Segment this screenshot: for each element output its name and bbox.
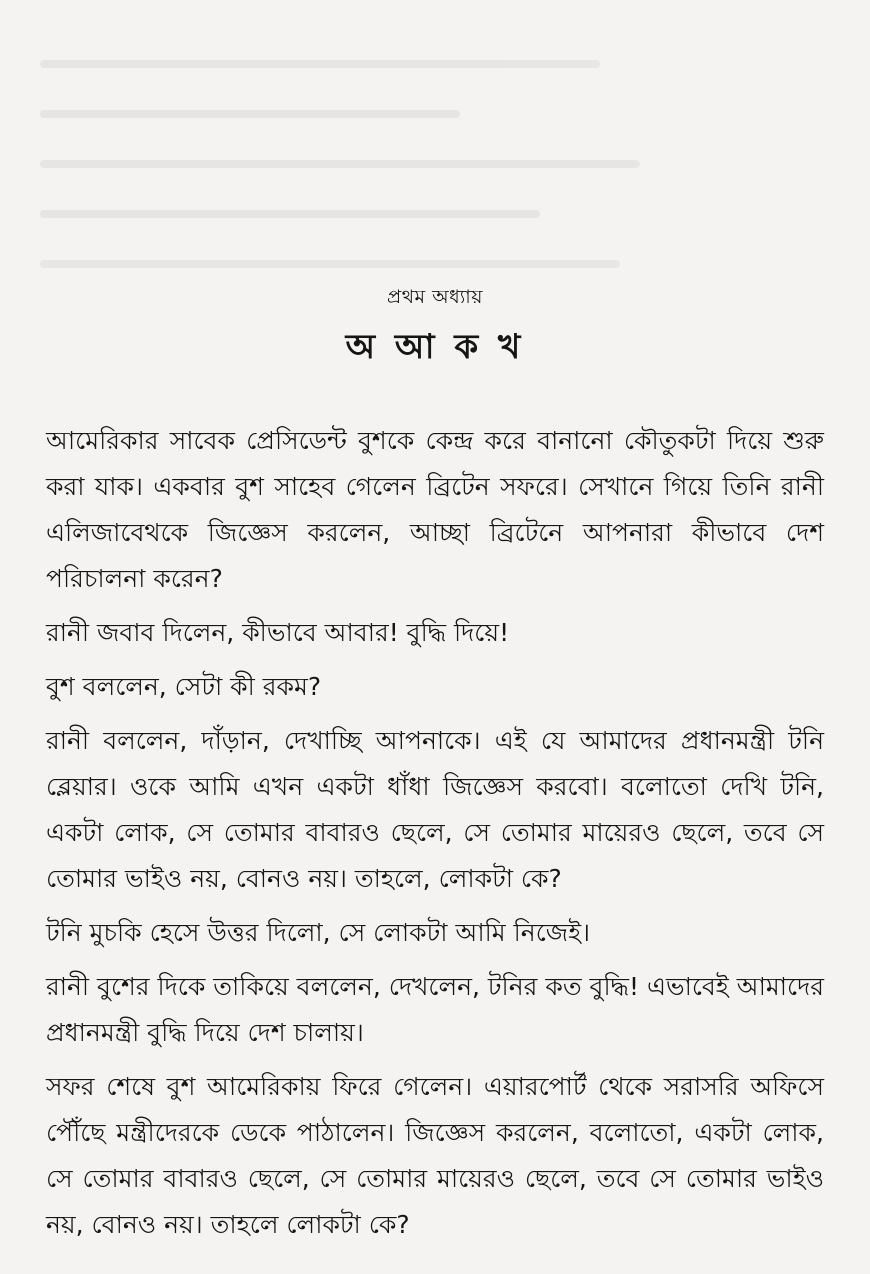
chapter-title: অ আ ক খ — [345, 327, 525, 367]
paragraph: রানী জবাব দিলেন, কীভাবে আবার! বুদ্ধি দিয়ে! — [46, 618, 510, 647]
paragraph: রানী বললেন, দাঁড়ান, দেখাচ্ছি আপনাকে। এই যে আমাদের প্রধানমন্ত্রী টনি ব্লেয়ার। ওকে আমি এখন একটা ধাঁধা জিজ্ঞেস করবো। বলোতো দেখি টনি, একটা লোক, সে তোমার বাবারও ছেলে, সে তোমার মায়েরও ছেলে, তবে সে তোমার ভাইও নয়, বোনও নয়। তাহলে, লোকটা কে? — [46, 726, 824, 893]
paragraph: রানী বুশের দিকে তাকিয়ে বললেন, দেখলেন, টনির কত বুদ্ধি! এভাবেই আমাদের প্রধানমন্ত্রী বুদ্ধি দিয়ে দেশ চালায়। — [46, 972, 824, 1047]
paragraph: সফর শেষে বুশ আমেরিকায় ফিরে গেলেন। এয়ারপোর্ট থেকে সরাসরি অফিসে পৌঁছে মন্ত্রীদেরকে ডেকে পাঠালেন। জিজ্ঞেস করলেন, বলোতো, একটা লোক, সে তোমার বাবারও ছেলে, সে তোমার মায়েরও ছেলে, তবে সে তোমার ভাইও নয়, বোনও নয়। তাহলে লোকটা কে? — [46, 1072, 824, 1239]
chapter-body — [46, 418, 824, 1256]
chapter-label: প্রথম অধ্যায় — [387, 286, 483, 308]
bleed-through-text — [40, 60, 680, 310]
paragraph: টনি মুচকি হেসে উত্তর দিলো, সে লোকটা আমি নিজেই। — [46, 918, 591, 947]
paragraph: বুশ বললেন, সেটা কী রকম? — [46, 672, 322, 701]
paragraph: আমেরিকার সাবেক প্রেসিডেন্ট বুশকে কেন্দ্র করে বানানো কৌতুকটা দিয়ে শুরু করা যাক। একবার বুশ সাহেব গেলেন ব্রিটেন সফরে। সেখানে গিয়ে তিনি রানী এলিজাবেথকে জিজ্ঞেস করলেন, আচ্ছা ব্রিটেনে আপনারা কীভাবে দেশ পরিচালনা করেন? — [46, 426, 824, 593]
